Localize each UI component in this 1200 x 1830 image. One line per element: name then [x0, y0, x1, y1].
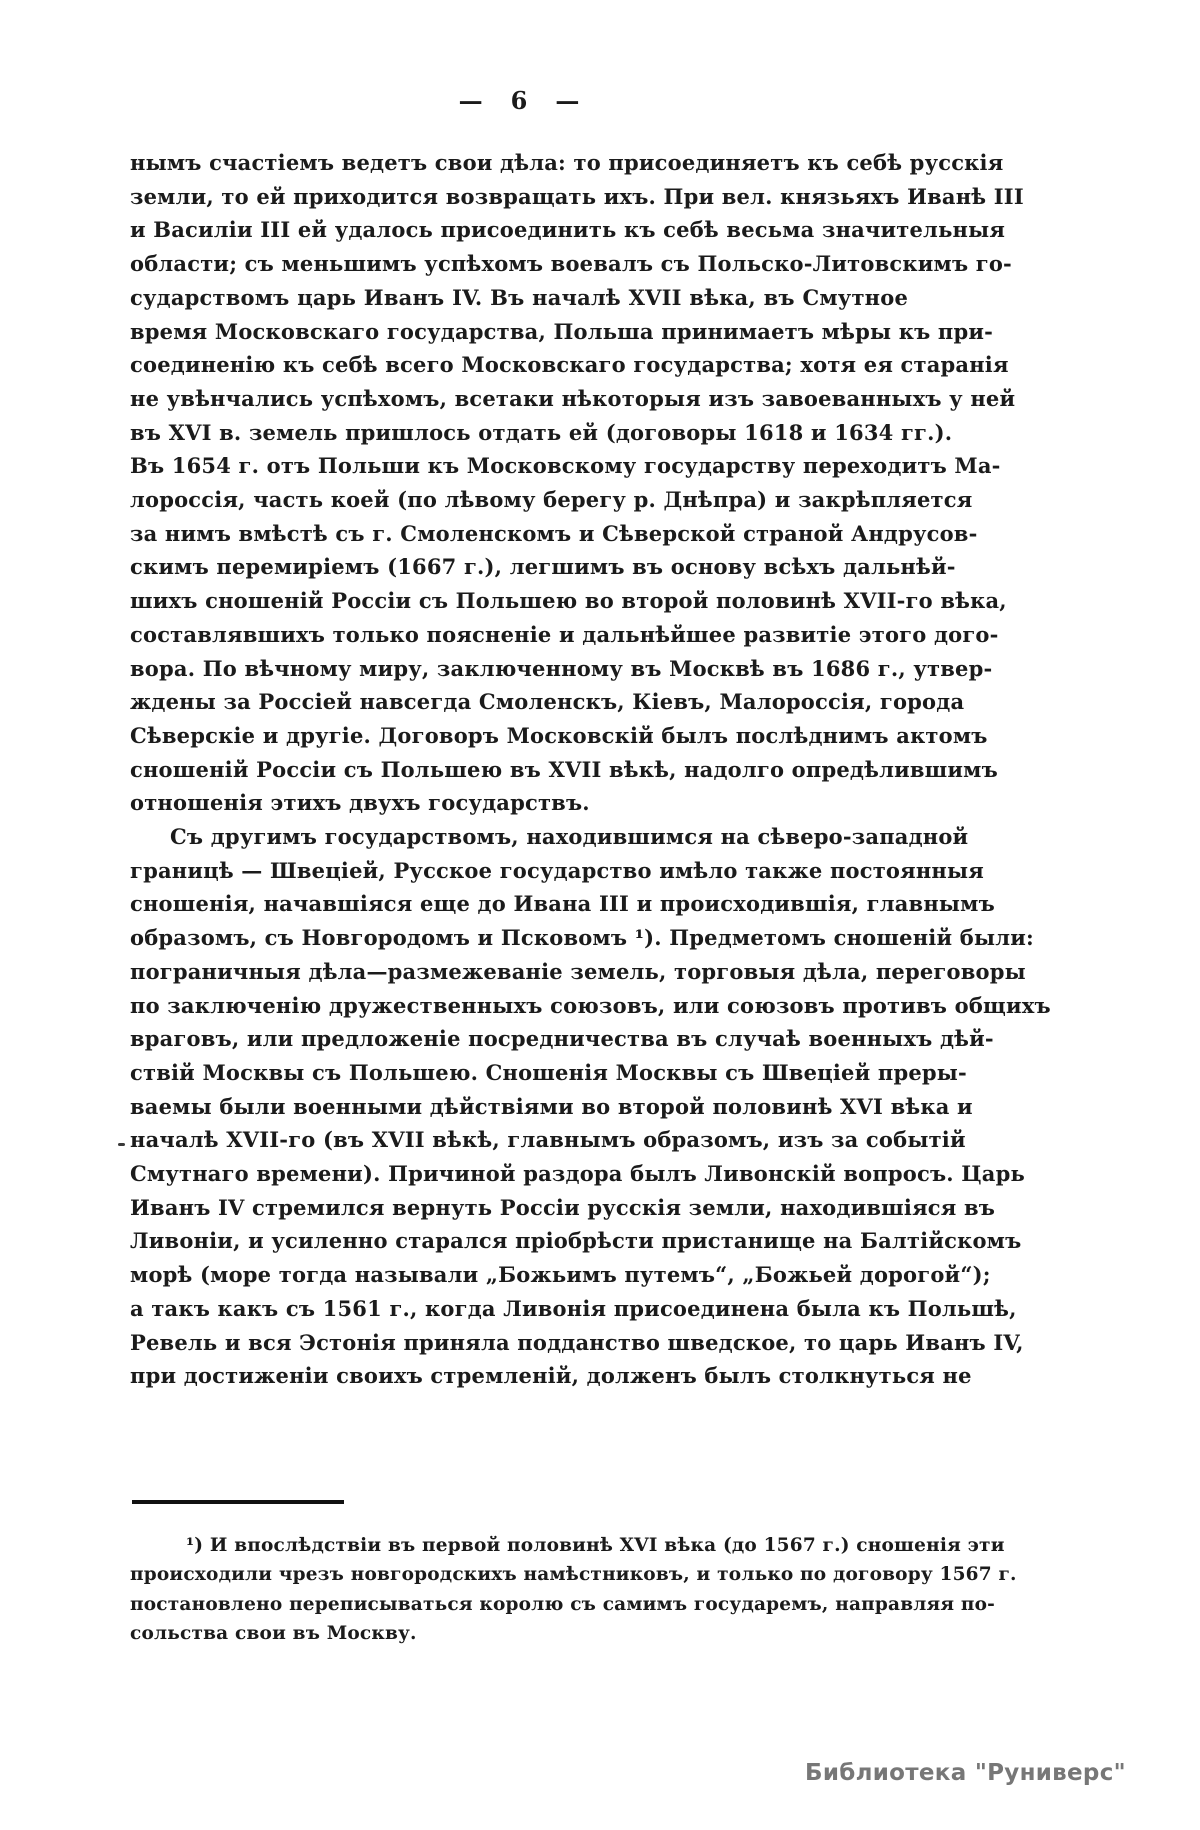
text-line: сношеній Россіи съ Польшею въ XVII вѣкѣ, надолго опредѣлившимъ [130, 756, 998, 782]
text-line: ваемы были военными дѣйствіями во второй половинѣ XVI вѣка и [130, 1093, 973, 1119]
text-line: пограничныя дѣла—размежеваніе земель, торговыя дѣла, переговоры [130, 958, 1026, 984]
footnote-text [130, 1531, 1017, 1648]
footnote-separator-rule [132, 1500, 344, 1504]
footnote-line: происходили чрезъ новгородскихъ намѣстниковъ, и только по договору 1567 г. [130, 1564, 1017, 1586]
text-line: Ливоніи, и усиленно старался пріобрѣсти пристанище на Балтійскомъ [130, 1228, 1022, 1254]
text-line: границѣ — Швеціей, Русское государство имѣло также постоянныя [130, 857, 984, 883]
text-line: время Московскаго государства, Польша принимаетъ мѣры къ при- [130, 318, 994, 344]
text-line: морѣ (море тогда называли „Божьимъ путемъ“, „Божьей дорогой“); [130, 1262, 991, 1288]
text-line: Смутнаго времени). Причиной раздора былъ Ливонскій вопросъ. Царь [130, 1161, 1025, 1187]
footnote-line: сольства свои въ Москву. [130, 1622, 417, 1644]
text-line: началѣ XVII-го (въ XVII вѣкѣ, главнымъ образомъ, изъ за событій [130, 1127, 966, 1153]
text-line: Иванъ IV стремился вернуть Россіи русскія земли, находившіяся въ [130, 1194, 996, 1220]
text-line: нымъ счастіемъ ведетъ свои дѣла: то присоединяетъ къ себѣ русскія [130, 150, 1004, 175]
footnote-line: постановлено переписываться королю съ самимъ государемъ, направляя по- [130, 1593, 996, 1615]
footnote-line: ¹) И впослѣдствіи въ первой половинѣ XVI вѣка (до 1567 г.) сношенія эти [186, 1535, 1005, 1556]
header-dash-left: — [458, 86, 483, 115]
text-line: составлявшихъ только поясненіе и дальнѣйшее развитіе этого дого- [130, 621, 999, 647]
text-line: враговъ, или предложеніе посредничества въ случаѣ военныхъ дѣй- [130, 1026, 994, 1052]
text-line: отношенія этихъ двухъ государствъ. [130, 790, 590, 816]
text-line: за нимъ вмѣстѣ съ г. Смоленскомъ и Сѣверской страной Андрусов- [130, 520, 978, 546]
text-line: соединенію къ себѣ всего Московскаго государства; хотя ея старанія [130, 352, 1009, 378]
text-line: сношенія, начавшіяся еще до Ивана III и происходившія, главнымъ [130, 891, 995, 917]
text-line: по заключенію дружественныхъ союзовъ, или союзовъ противъ общихъ [130, 992, 1051, 1018]
main-text-paragraph-1 [130, 146, 1024, 820]
text-line: лороссія, часть коей (по лѣвому берегу р. Днѣпра) и закрѣпляется [130, 487, 973, 513]
page-number: 6 [510, 86, 528, 115]
text-line: вора. По вѣчному миру, заключенному въ Москвѣ въ 1686 г., утвер- [130, 655, 993, 681]
text-line: земли, то ей приходится возвращать ихъ. При вел. князьяхъ Иванѣ III [130, 183, 1024, 209]
text-line: ствій Москвы съ Польшею. Сношенія Москвы съ Швеціей преры- [130, 1059, 967, 1085]
page-header [130, 86, 908, 115]
text-line: въ XVI в. земель пришлось отдать ей (договоры 1618 и 1634 гг.). [130, 419, 953, 445]
scan-artifact [118, 1143, 125, 1146]
text-line: Ревель и вся Эстонія приняла подданство шведское, то царь Иванъ IV, [130, 1329, 1024, 1355]
text-line: шихъ сношеній Россіи съ Польшею во второй половинѣ XVII-го вѣка, [130, 588, 1007, 614]
text-line: при достиженіи своихъ стремленій, долженъ былъ столкнуться не [130, 1363, 972, 1389]
text-line: и Василіи III ей удалось присоединить къ себѣ весьма значительныя [130, 217, 1006, 243]
text-line: Съ другимъ государствомъ, находившимся на сѣверо-западной [170, 824, 969, 849]
text-line: Въ 1654 г. отъ Польши къ Московскому государству переходитъ Ма- [130, 453, 1001, 479]
main-text-paragraph-2 [130, 820, 1051, 1393]
text-line: области; съ меньшимъ успѣхомъ воевалъ съ Польско-Литовскимъ го- [130, 251, 1012, 277]
text-line: образомъ, съ Новгородомъ и Псковомъ ¹). Предметомъ сношеній были: [130, 925, 1034, 951]
text-line: не увѣнчались успѣхомъ, всетаки нѣкоторыя изъ завоеванныхъ у ней [130, 385, 1016, 411]
header-dash-right: — [555, 86, 580, 115]
library-watermark: Библиотека "Руниверс" [805, 1760, 1126, 1786]
text-line: а такъ какъ съ 1561 г., когда Ливонія присоединена была къ Польшѣ, [130, 1295, 1017, 1321]
text-line: Сѣверскіе и другіе. Договоръ Московскій былъ послѣднимъ актомъ [130, 722, 988, 748]
text-line: сударствомъ царь Иванъ IV. Въ началѣ XVII вѣка, въ Смутное [130, 284, 908, 310]
text-line: ждены за Россіей навсегда Смоленскъ, Кіевъ, Малороссія, города [130, 689, 965, 715]
text-line: скимъ перемиріемъ (1667 г.), легшимъ въ основу всѣхъ дальнѣй- [130, 554, 956, 580]
